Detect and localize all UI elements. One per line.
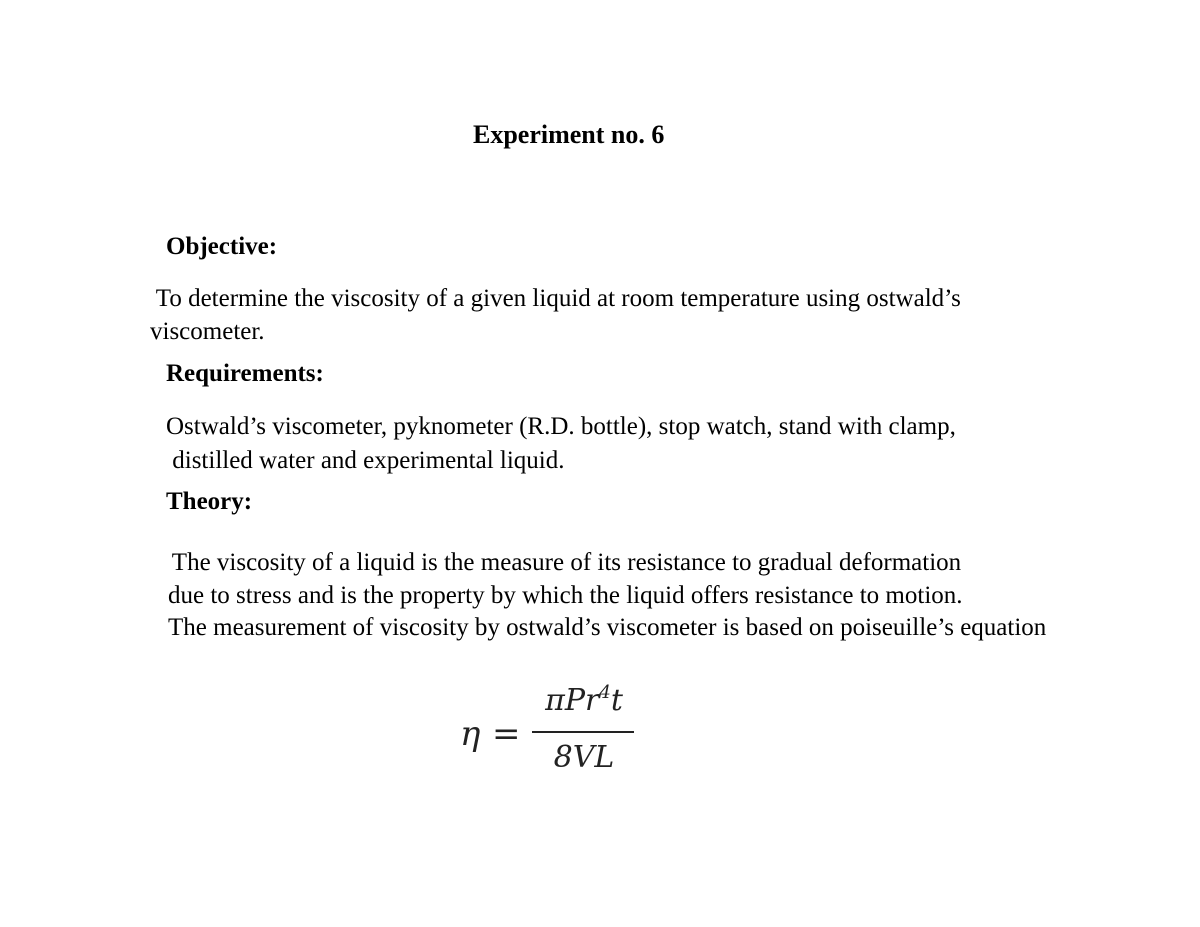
theory-heading: Theory: [166, 488, 253, 515]
formula-numerator-tail: t [610, 683, 623, 718]
fraction-bar [532, 731, 634, 733]
formula-lhs: η [460, 714, 481, 754]
formula-numerator [532, 682, 636, 718]
poiseuille-equation [460, 682, 660, 792]
formula-numerator-base: πPr [545, 683, 600, 718]
formula-denominator: 8VL [553, 740, 615, 775]
theory-text-line: The measurement of viscosity by ostwald’s viscometer is based on poiseuille’s equation [168, 614, 1047, 641]
formula-numerator-exponent: 4 [599, 682, 611, 703]
requirements-heading: Requirements: [166, 360, 324, 387]
page-title: Experiment no. 6 [473, 120, 665, 149]
theory-text-line: The viscosity of a liquid is the measure of its resistance to gradual deformation [166, 549, 962, 576]
objective-text-line: To determine the viscosity of a given liquid at room temperature using ostwald’s [150, 285, 961, 312]
objective-text-line: viscometer. [150, 318, 265, 345]
objective-heading: Objective: [166, 233, 278, 260]
requirements-text-line: distilled water and experimental liquid. [166, 447, 565, 474]
requirements-text-line: Ostwald’s viscometer, pyknometer (R.D. bottle), stop watch, stand with clamp, [166, 413, 956, 440]
theory-text-line: due to stress and is the property by which the liquid offers resistance to motion. [168, 582, 963, 609]
formula-equals: = [492, 714, 521, 754]
